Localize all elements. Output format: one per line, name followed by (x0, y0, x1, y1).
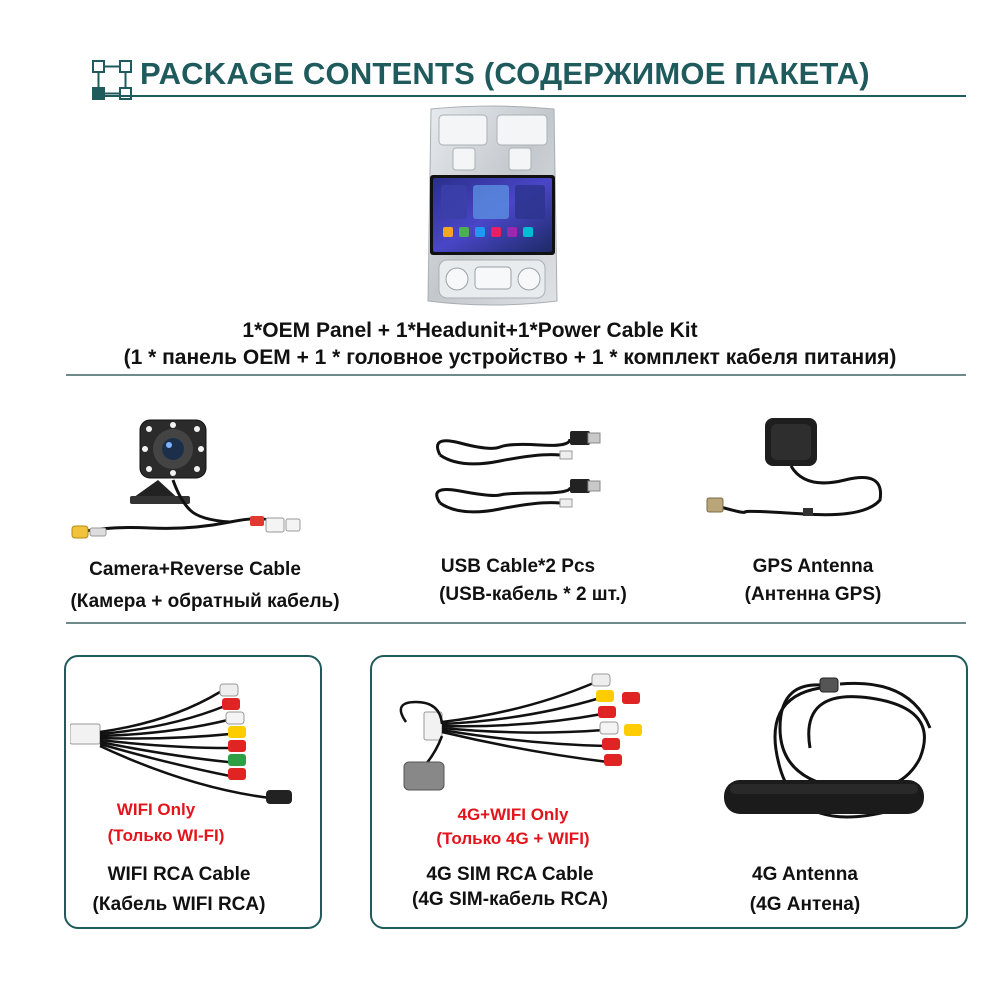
4g-sim-rca-caption-ru: (4G SIM-кабель RCA) (412, 889, 608, 910)
camera-reverse-cable-image (70, 410, 315, 550)
4g-wifi-only-note-ru: (Только 4G + WIFI) (436, 829, 590, 848)
gps-caption-en: GPS Antenna (752, 556, 874, 577)
header-divider (92, 95, 966, 97)
page-title: PACKAGE CONTENTS (СОДЕРЖИМОЕ ПАКЕТА) (140, 56, 870, 91)
4g-sim-rca-cable-image (386, 672, 656, 792)
camera-caption-en: Camera+Reverse Cable (89, 559, 301, 580)
oem-panel-headunit-image (425, 105, 560, 310)
usb-cables-image (420, 425, 605, 530)
gps-caption-ru: (Антенна GPS) (744, 584, 882, 605)
oem-panel-caption-ru: (1 * панель OEM + 1 * головное устройство + 1 * комплект кабеля питания) (123, 346, 897, 369)
wifi-only-note-en: WIFI Only (116, 800, 196, 819)
wifi-rca-cable-image (70, 662, 310, 807)
4g-sim-rca-caption-en: 4G SIM RCA Cable (426, 864, 594, 885)
usb-caption-ru: (USB-кабель * 2 шт.) (439, 584, 627, 605)
4g-antenna-caption-en: 4G Antenna (752, 864, 858, 885)
4g-wifi-only-note-en: 4G+WIFI Only (457, 805, 569, 824)
oem-panel-caption-en: 1*OEM Panel + 1*Headunit+1*Power Cable Kit (242, 319, 698, 342)
wifi-only-note-ru: (Только WI-FI) (107, 826, 225, 845)
wifi-rca-caption-en: WIFI RCA Cable (107, 864, 251, 885)
4g-antenna-caption-ru: (4G Антена) (749, 894, 861, 915)
4g-antenna-image (720, 668, 950, 843)
wifi-rca-caption-ru: (Кабель WIFI RCA) (92, 894, 266, 915)
camera-caption-ru: (Камера + обратный кабель) (70, 591, 340, 612)
gps-antenna-image (705, 410, 890, 535)
section-divider-1 (66, 374, 966, 376)
usb-caption-en: USB Cable*2 Pcs (440, 556, 596, 577)
section-divider-2 (66, 622, 966, 624)
package-grid-icon (92, 60, 132, 100)
